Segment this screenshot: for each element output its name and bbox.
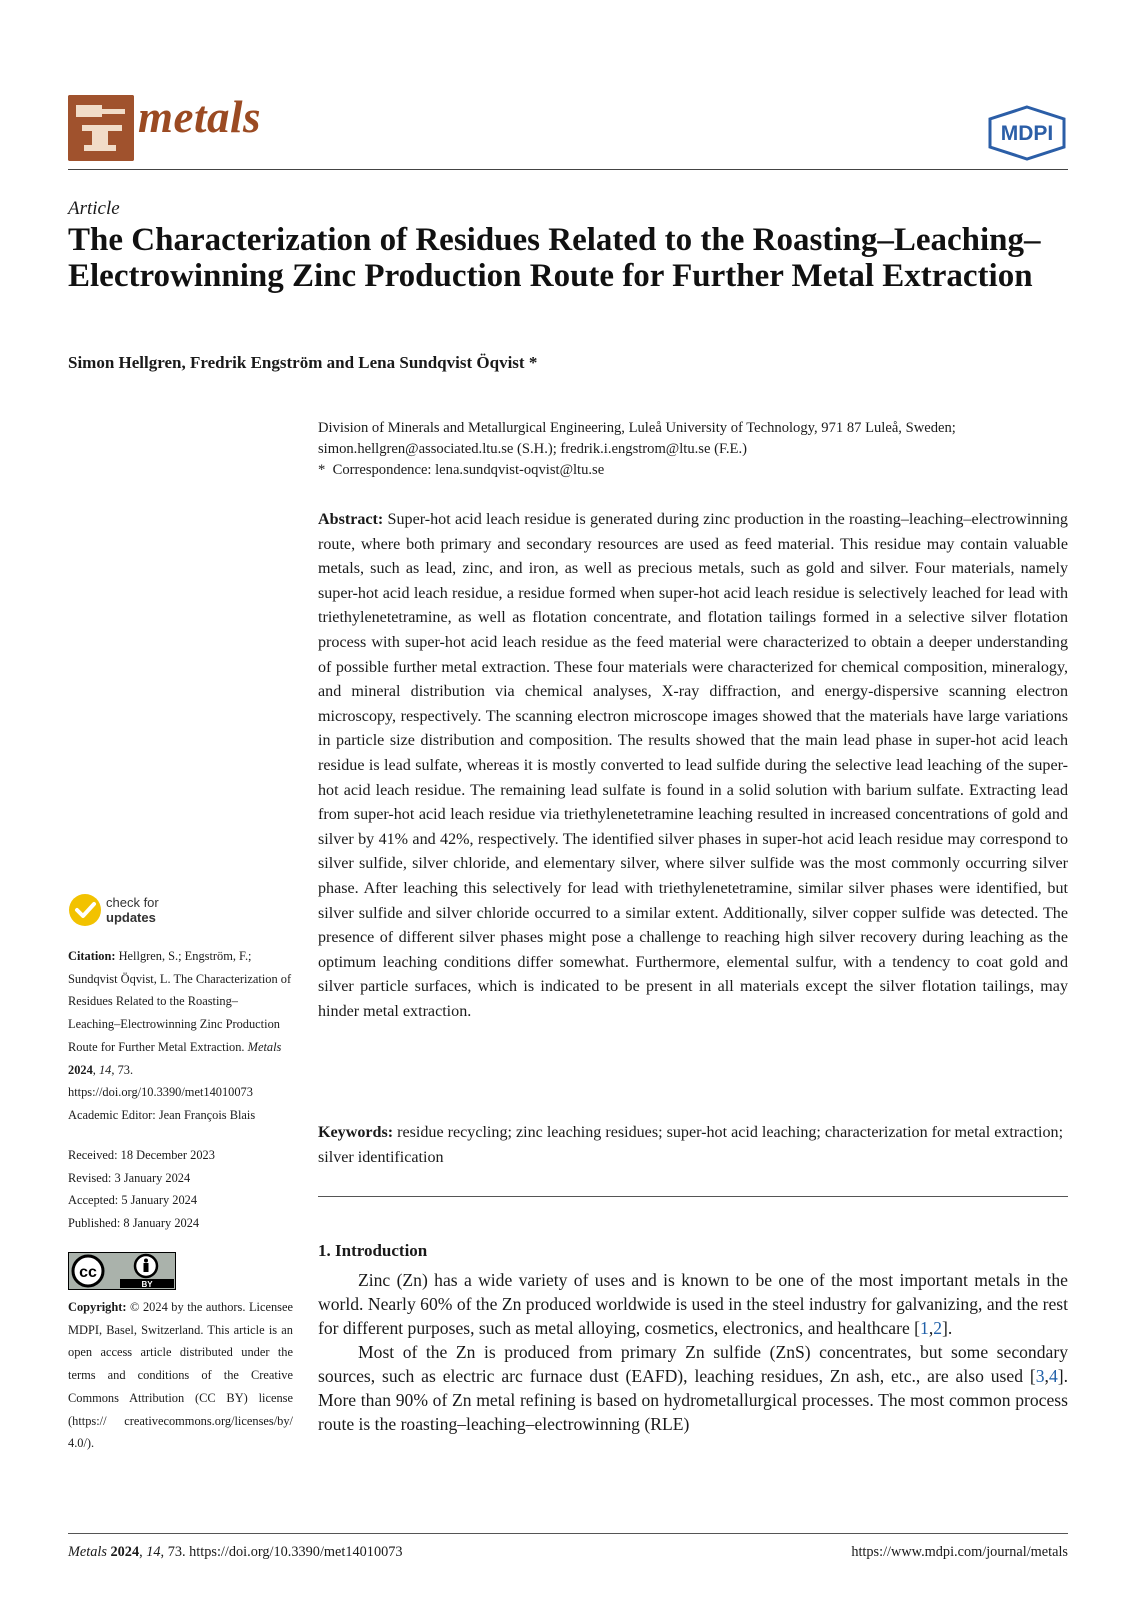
- citation-separator: ,: [928, 1318, 934, 1338]
- mdpi-logo-icon: [986, 105, 1068, 161]
- paragraph-text: ].: [942, 1318, 953, 1338]
- citation-journal: Metals: [247, 1039, 282, 1054]
- abstract-text: Super-hot acid leach residue is generated during zinc production in the roasting–leaching–electrowinning route, where both primary and secondary resources are used as feed material. This residue may contain valuable metals, such as lead, zinc, and iron, as well as precious metals, such as gold and silver. Four materials, namely super-hot acid leach residue, a residue formed when super-hot acid leach residue is selectively leached for lead with triethylenetetramine, as well as flotation concentrate, and flotation tailings formed in a selective silver flotation process with super-hot acid leach residue as the feed material were characterized to obtain a deeper understanding of possible further metal extraction. These four materials were characterized for chemical composition, mineralogy, and mineral distribution via chemical analyses, X-ray diffraction, and energy-dispersive scanning electron microscopy, respectively. The scanning electron microscope images showed that the materials have large variations in particle size distribution and composition. The results showed that the main lead phase in super-hot acid leach residue is lead sulfate, whereas it is mostly converted to lead sulfide during the selective lead leaching of the super-hot acid leach residue. The remaining lead sulfate is found in a solid solution with barium sulfate. Extracting lead from super-hot acid leach residue via triethylenetetramine leaching resulted in increased concentrations of gold and silver by 41% and 42%, respectively. The identified silver phases in super-hot acid leach residue may correspond to silver sulfide, silver chloride, and elementary silver, where silver sulfide was the most commonly occurring silver phase. After leaching this selectively for lead with triethylenetetramine, similar silver phases were identified, but silver sulfide and silver chloride occurred to a similar extent. Additionally, silver copper sulfide was detected. The presence of different silver phases might pose a challenge to reaching high silver recovery during leaching as the optimum leaching conditions differ somewhat. Furthermore, elemental sulfur, with a tendency to coat gold and silver particle surfaces, which is indicated to be present in all materials except the silver flotation tailings, may hinder metal extraction.: [318, 511, 1068, 1020]
- affiliation-line: Division of Minerals and Metallurgical Engineering, Luleå University of Technology, 971 87 Luleå, Sweden;: [318, 420, 956, 436]
- check-for-updates-button[interactable]: [68, 893, 198, 933]
- keywords: [318, 1121, 1068, 1170]
- footer-doi[interactable]: , 73. https://doi.org/10.3390/met14010073: [160, 1544, 403, 1560]
- citation-year: 2024: [68, 1062, 93, 1077]
- journal-logo-icon: [68, 95, 134, 161]
- date-accepted: Accepted: 5 January 2024: [68, 1193, 198, 1208]
- footer-citation: Metals 2024, 14, 73. https://doi.org/10.3390/met14010073: [68, 1544, 403, 1560]
- abstract-label: Abstract:: [318, 511, 384, 528]
- paragraph-text: Most of the Zn is produced from primary Zn sulfide (ZnS) concentrates, but some secondary sources, such as electric arc furnace dust (EAFD), leaching residues, Zn ash, etc., are also used [: [318, 1342, 1068, 1386]
- publication-dates: [68, 1144, 215, 1235]
- footer-journal-url[interactable]: https://www.mdpi.com/journal/metals: [851, 1544, 1068, 1560]
- citation-text: Hellgren, S.; Engström, F.; Sundqvist Öqvist, L. The Characterization of Residues Related to the Roasting– Leaching–Electrowinning Zinc Production Route for Further Metal Extraction.: [68, 949, 292, 1054]
- citation-separator: ,: [1044, 1366, 1049, 1386]
- date-published: Published: 8 January 2024: [68, 1216, 200, 1231]
- article-type: Article: [68, 198, 120, 219]
- footer-volume: 14: [146, 1544, 161, 1560]
- copyright-label: Copyright:: [68, 1300, 127, 1314]
- correspondence-text: Correspondence: lena.sundqvist-oqvist@ltu.se: [332, 462, 605, 478]
- check-updates-line1: check for: [106, 895, 159, 910]
- academic-editor: Academic Editor: Jean François Blais: [68, 1108, 256, 1122]
- citation-block: Citation: Hellgren, S.; Engström, F.; Sundqvist Öqvist, L. The Characterization of Residues Related to the Roasting– Leaching–Electrowinning Zinc Production Route for Further Metal Extraction. Metals 2024, 14, 73. https://doi.org/10.3390/met14010073: [68, 949, 292, 1100]
- cc-by-text: BY: [141, 1280, 153, 1289]
- footer-journal: Metals: [68, 1544, 107, 1560]
- citation-link[interactable]: 1: [920, 1318, 929, 1338]
- paragraph: [318, 1268, 1068, 1340]
- correspondence: [318, 460, 1068, 481]
- cc-by-license-icon[interactable]: [68, 1252, 176, 1290]
- correspondence-marker: *: [318, 462, 326, 478]
- date-revised: Revised: 3 January 2024: [68, 1170, 191, 1185]
- date-received: Received: 18 December 2023: [68, 1148, 215, 1162]
- keywords-label: Keywords:: [318, 1124, 394, 1141]
- author-emails: simon.hellgren@associated.ltu.se (S.H.); fredrik.i.engstrom@ltu.se (F.E.): [318, 441, 747, 457]
- article-title: The Characterization of Residues Related to the Roasting–Leaching–Electrowinning Zinc Production Route for Further Metal Extraction: [68, 222, 1041, 294]
- mdpi-logo-text: MDPI: [1000, 122, 1054, 145]
- introduction-body: [318, 1268, 1068, 1436]
- check-updates-line2: updates: [106, 910, 156, 925]
- footer-year: 2024: [110, 1544, 140, 1560]
- citation-label: Citation:: [68, 949, 116, 963]
- affiliations: [318, 418, 1068, 481]
- citation-link[interactable]: 2: [933, 1318, 943, 1338]
- citation-link[interactable]: 3: [1035, 1366, 1045, 1386]
- svg-text:cc: cc: [79, 1264, 97, 1281]
- journal-name: metals: [138, 92, 261, 142]
- citation-volume: 14: [98, 1062, 112, 1077]
- paragraph-text: ]. More than 90% of Zn metal refining is based on hydrometallurgical processes. The most common process route is the roasting–leaching–electrowinning (RLE): [318, 1366, 1068, 1434]
- introduction-heading: 1. Introduction: [318, 1241, 428, 1260]
- copyright-text: © 2024 by the authors. Licensee MDPI, Basel, Switzerland. This article is an open access article distributed under the terms and conditions of the Creative Commons Attribution (CC BY) license (https:// creativecommons.org/licenses/by/ 4.0/).: [68, 1300, 293, 1451]
- abstract: [318, 508, 1068, 1024]
- journal-header: [68, 92, 1068, 169]
- keywords-text: residue recycling; zinc leaching residues; super-hot acid leaching; characterization for metal extraction; silver identification: [318, 1124, 1064, 1166]
- check-updates-icon: [68, 893, 102, 927]
- header-divider: [68, 169, 1068, 170]
- citation-doi[interactable]: , 73. https://doi.org/10.3390/met14010073: [68, 1062, 253, 1100]
- paragraph: [318, 1340, 1068, 1436]
- article-authors: Simon Hellgren, Fredrik Engström and Lena Sundqvist Öqvist *: [68, 353, 538, 372]
- citation-link[interactable]: 4: [1048, 1366, 1058, 1386]
- footer-divider: [68, 1533, 1068, 1534]
- section-divider: [318, 1196, 1068, 1197]
- paragraph-text: Zinc (Zn) has a wide variety of uses and is known to be one of the most important metals in the world. Nearly 60% of the Zn produced worldwide is used in the steel industry for galvanizing, and the rest for different purposes, such as metal alloying, cosmetics, electronics, and healthcare [: [318, 1270, 1068, 1338]
- copyright-block: [68, 1296, 293, 1455]
